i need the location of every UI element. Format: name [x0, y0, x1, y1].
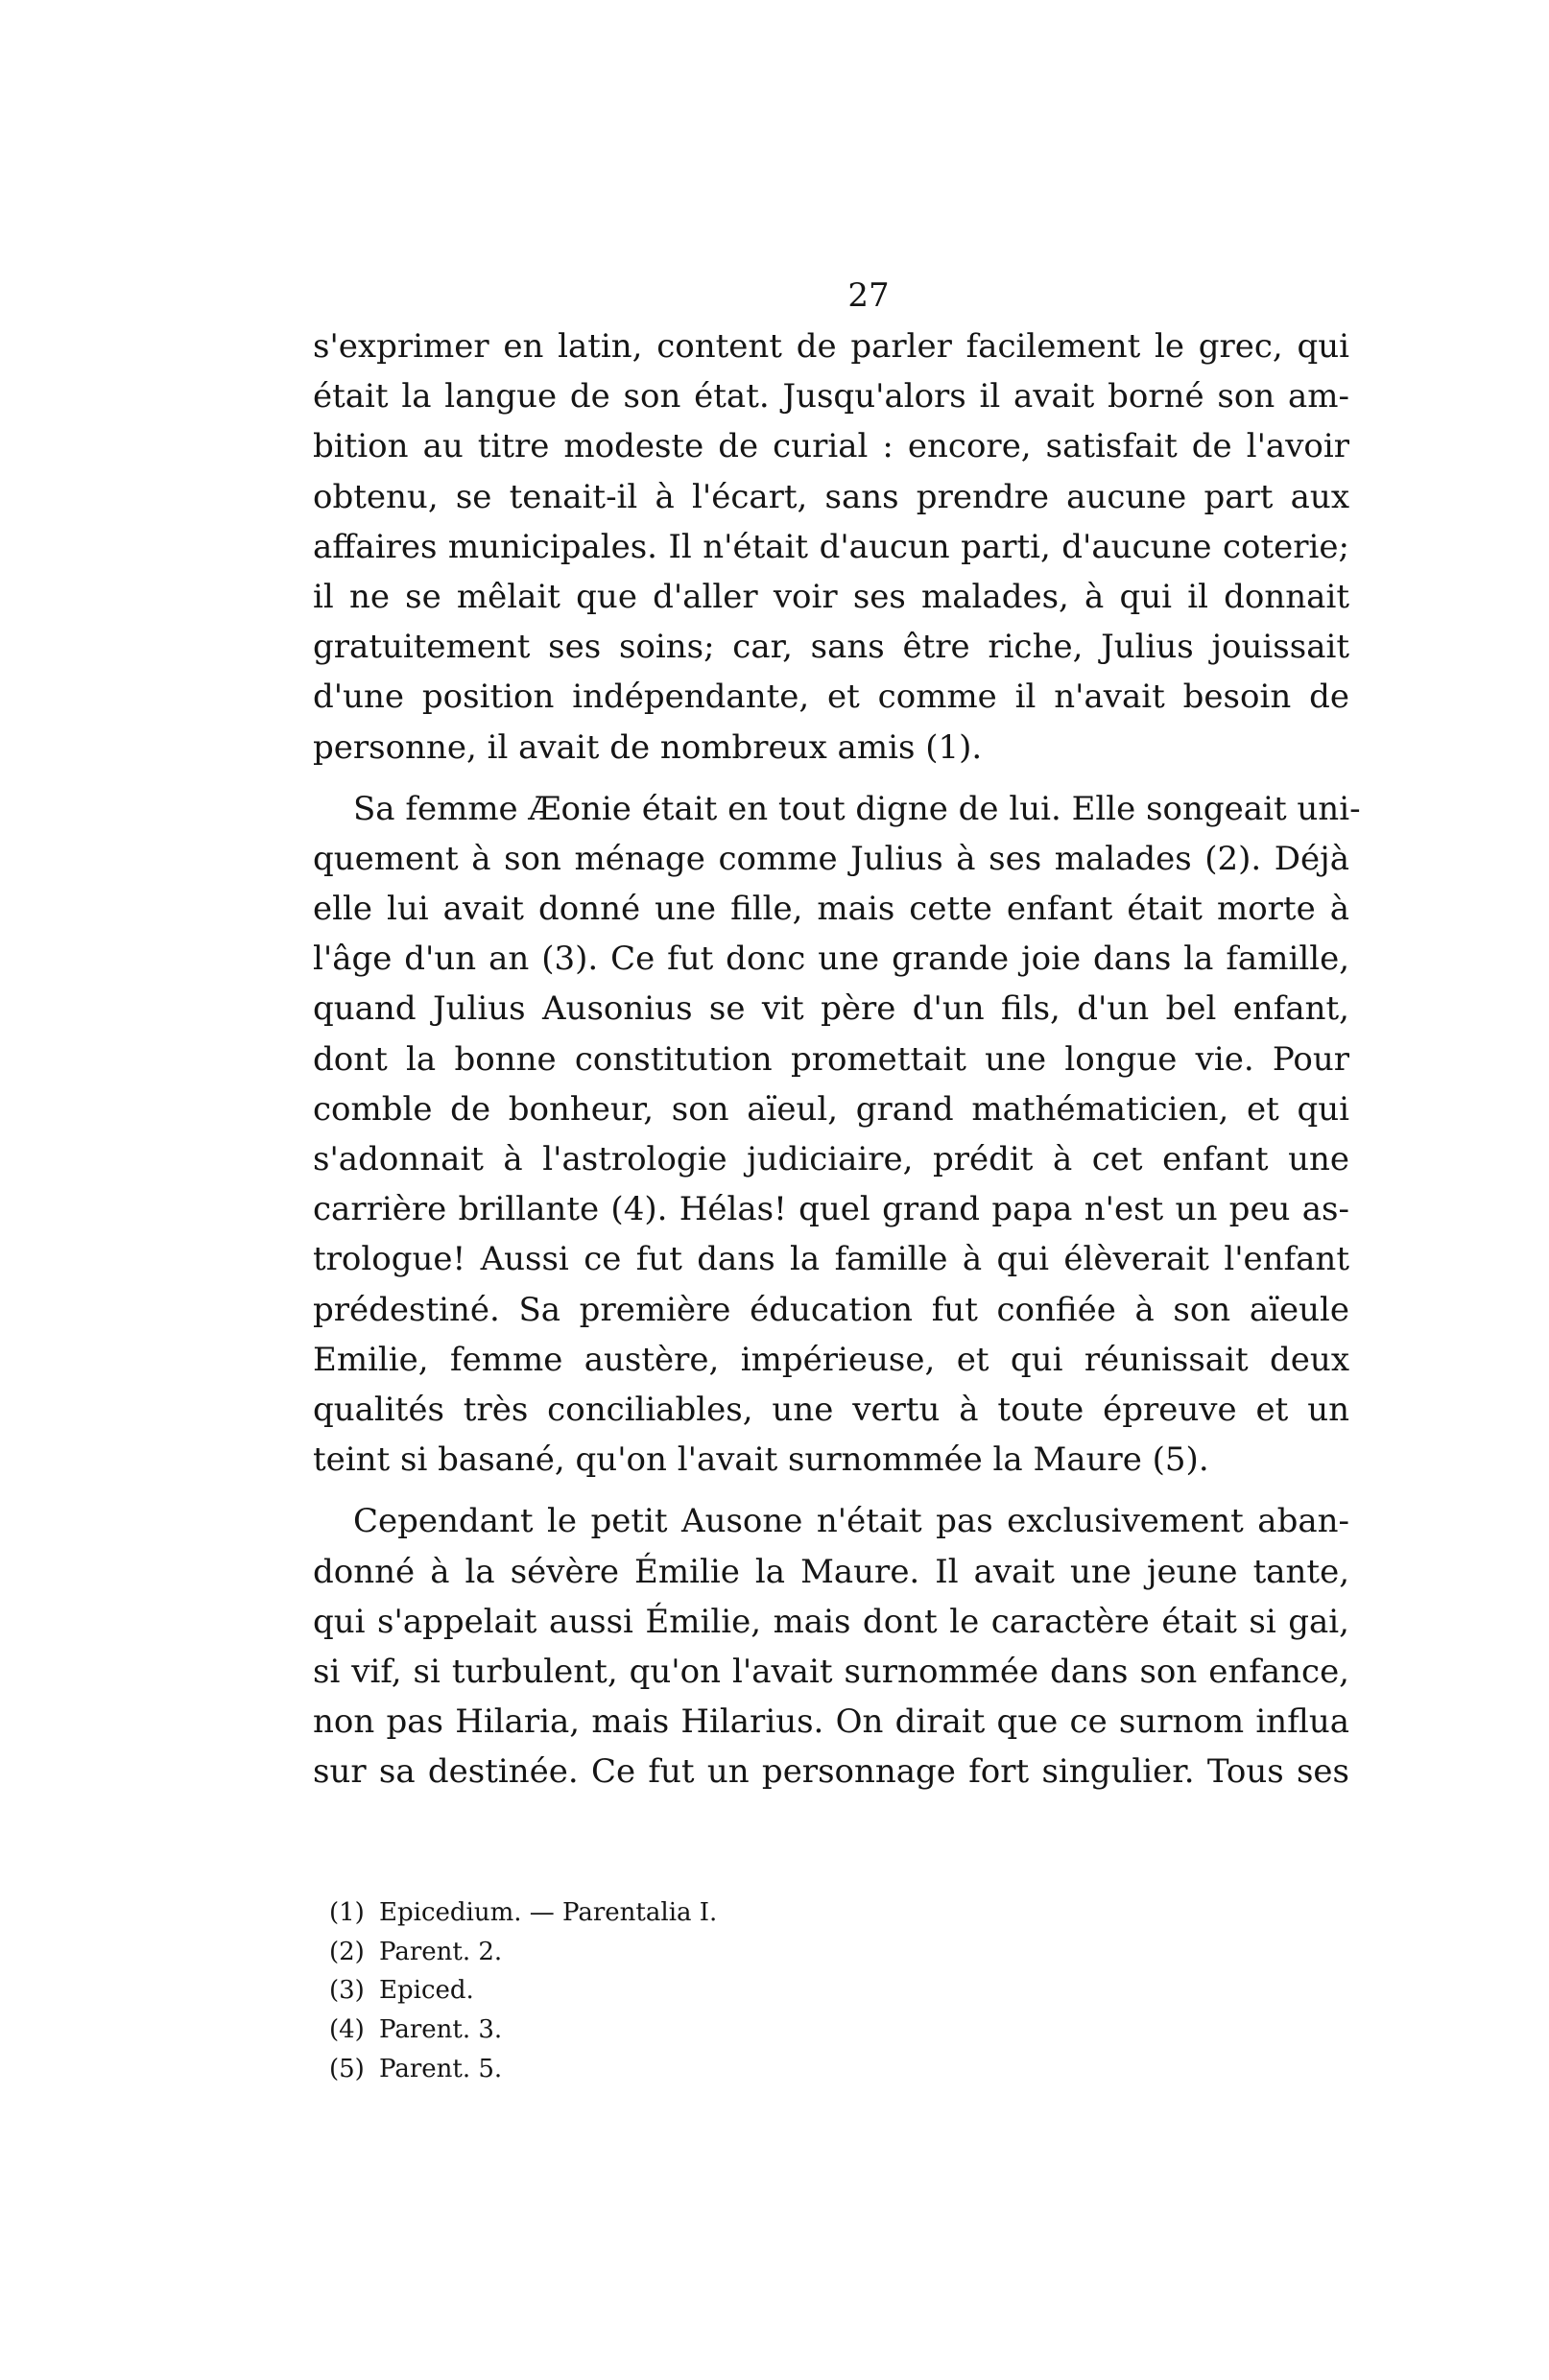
footnote [329, 2011, 1001, 2050]
footnote-text: Epiced. [379, 1976, 474, 2006]
paragraph-gap [313, 773, 1349, 784]
text-line: quement à son ménage comme Julius à ses malades (2). Déjà [313, 839, 1349, 878]
paragraph [313, 1496, 1349, 1797]
text-line: bition au titre modeste de curial : encore, satisfait de l'avoir [313, 427, 1349, 466]
text-line: quand Julius Ausonius se vit père d'un fils, d'un bel enfant, [313, 989, 1349, 1029]
text-line: il ne se mêlait que d'aller voir ses malades, à qui il donnait [313, 577, 1349, 616]
text-line: obtenu, se tenait-il à l'écart, sans prendre aucune part aux [313, 477, 1349, 516]
text-line: était la langue de son état. Jusqu'alors il avait borné son am- [313, 377, 1349, 416]
text-line: comble de bonheur, son aïeul, grand mathématicien, et qui [313, 1089, 1349, 1129]
footnote-text: Parent. 5. [379, 2054, 503, 2083]
page-number: 27 [847, 276, 890, 315]
footnote-text: Epicedium. — Parentalia I. [379, 1898, 718, 1927]
body-text [313, 321, 1361, 1797]
text-line: gratuitement ses soins; car, sans être riche, Julius jouissait [313, 628, 1349, 667]
footnote [329, 1893, 1001, 1933]
text-line: Emilie, femme austère, impérieuse, et qui réunissait deux [313, 1340, 1349, 1379]
text-line: qualités très conciliables, une vertu à toute épreuve et un [313, 1390, 1349, 1429]
text-line: carrière brillante (4). Hélas! quel grand papa n'est un peu as- [313, 1190, 1349, 1229]
footnote-number: (2) [329, 1937, 365, 1966]
footnote-number: (4) [329, 2015, 365, 2045]
text-line: personne, il avait de nombreux amis (1). [313, 727, 983, 767]
text-line: non pas Hilaria, mais Hilarius. On dirait que ce surnom influa [313, 1702, 1349, 1742]
footnote-number: (3) [329, 1976, 365, 2006]
paragraph-gap [313, 1485, 1349, 1496]
text-line: si vif, si turbulent, qu'on l'avait surnommée dans son enfance, [313, 1652, 1349, 1691]
text-line: d'une position indépendante, et comme il n'avait besoin de [313, 678, 1349, 717]
footnote [329, 1933, 1001, 1972]
text-line: s'exprimer en latin, content de parler facilement le grec, qui [313, 327, 1349, 366]
footnote [329, 2050, 1001, 2089]
text-line: elle lui avait donné une fille, mais cette enfant était morte à [313, 890, 1349, 929]
footnote-text: Parent. 2. [379, 1937, 503, 1966]
text-line: Cependant le petit Ausone n'était pas exclusivement aban- [353, 1502, 1349, 1541]
paragraph [313, 321, 1349, 773]
text-line: teint si basané, qu'on l'avait surnommée la Maure (5). [313, 1440, 1209, 1480]
footnote-number: (1) [329, 1898, 365, 1927]
text-line: s'adonnait à l'astrologie judiciaire, prédit à cet enfant une [313, 1140, 1349, 1178]
footnotes [329, 1893, 1001, 2088]
text-line: sur sa destinée. Ce fut un personnage fort singulier. Tous ses [313, 1752, 1349, 1792]
text-line: dont la bonne constitution promettait une longue vie. Pour [313, 1039, 1349, 1079]
footnote-number: (5) [329, 2054, 365, 2083]
text-line: trologue! Aussi ce fut dans la famille à qui élèverait l'enfant [313, 1240, 1349, 1279]
text-line: Sa femme Æonie était en tout digne de lui. Elle songeait uni- [353, 789, 1361, 828]
text-line: affaires municipales. Il n'était d'aucun parti, d'aucune coterie; [313, 527, 1349, 566]
text-line: qui s'appelait aussi Émilie, mais dont le caractère était si gai, [313, 1602, 1349, 1641]
paragraph [313, 784, 1361, 1486]
text-line: donné à la sévère Émilie la Maure. Il avait une jeune tante, [313, 1552, 1349, 1591]
footnote [329, 1971, 1001, 2011]
text-line: l'âge d'un an (3). Ce fut donc une grande joie dans la famille, [313, 940, 1349, 979]
text-line: prédestiné. Sa première éducation fut confiée à son aïeule [313, 1290, 1349, 1329]
footnote-text: Parent. 3. [379, 2015, 503, 2045]
